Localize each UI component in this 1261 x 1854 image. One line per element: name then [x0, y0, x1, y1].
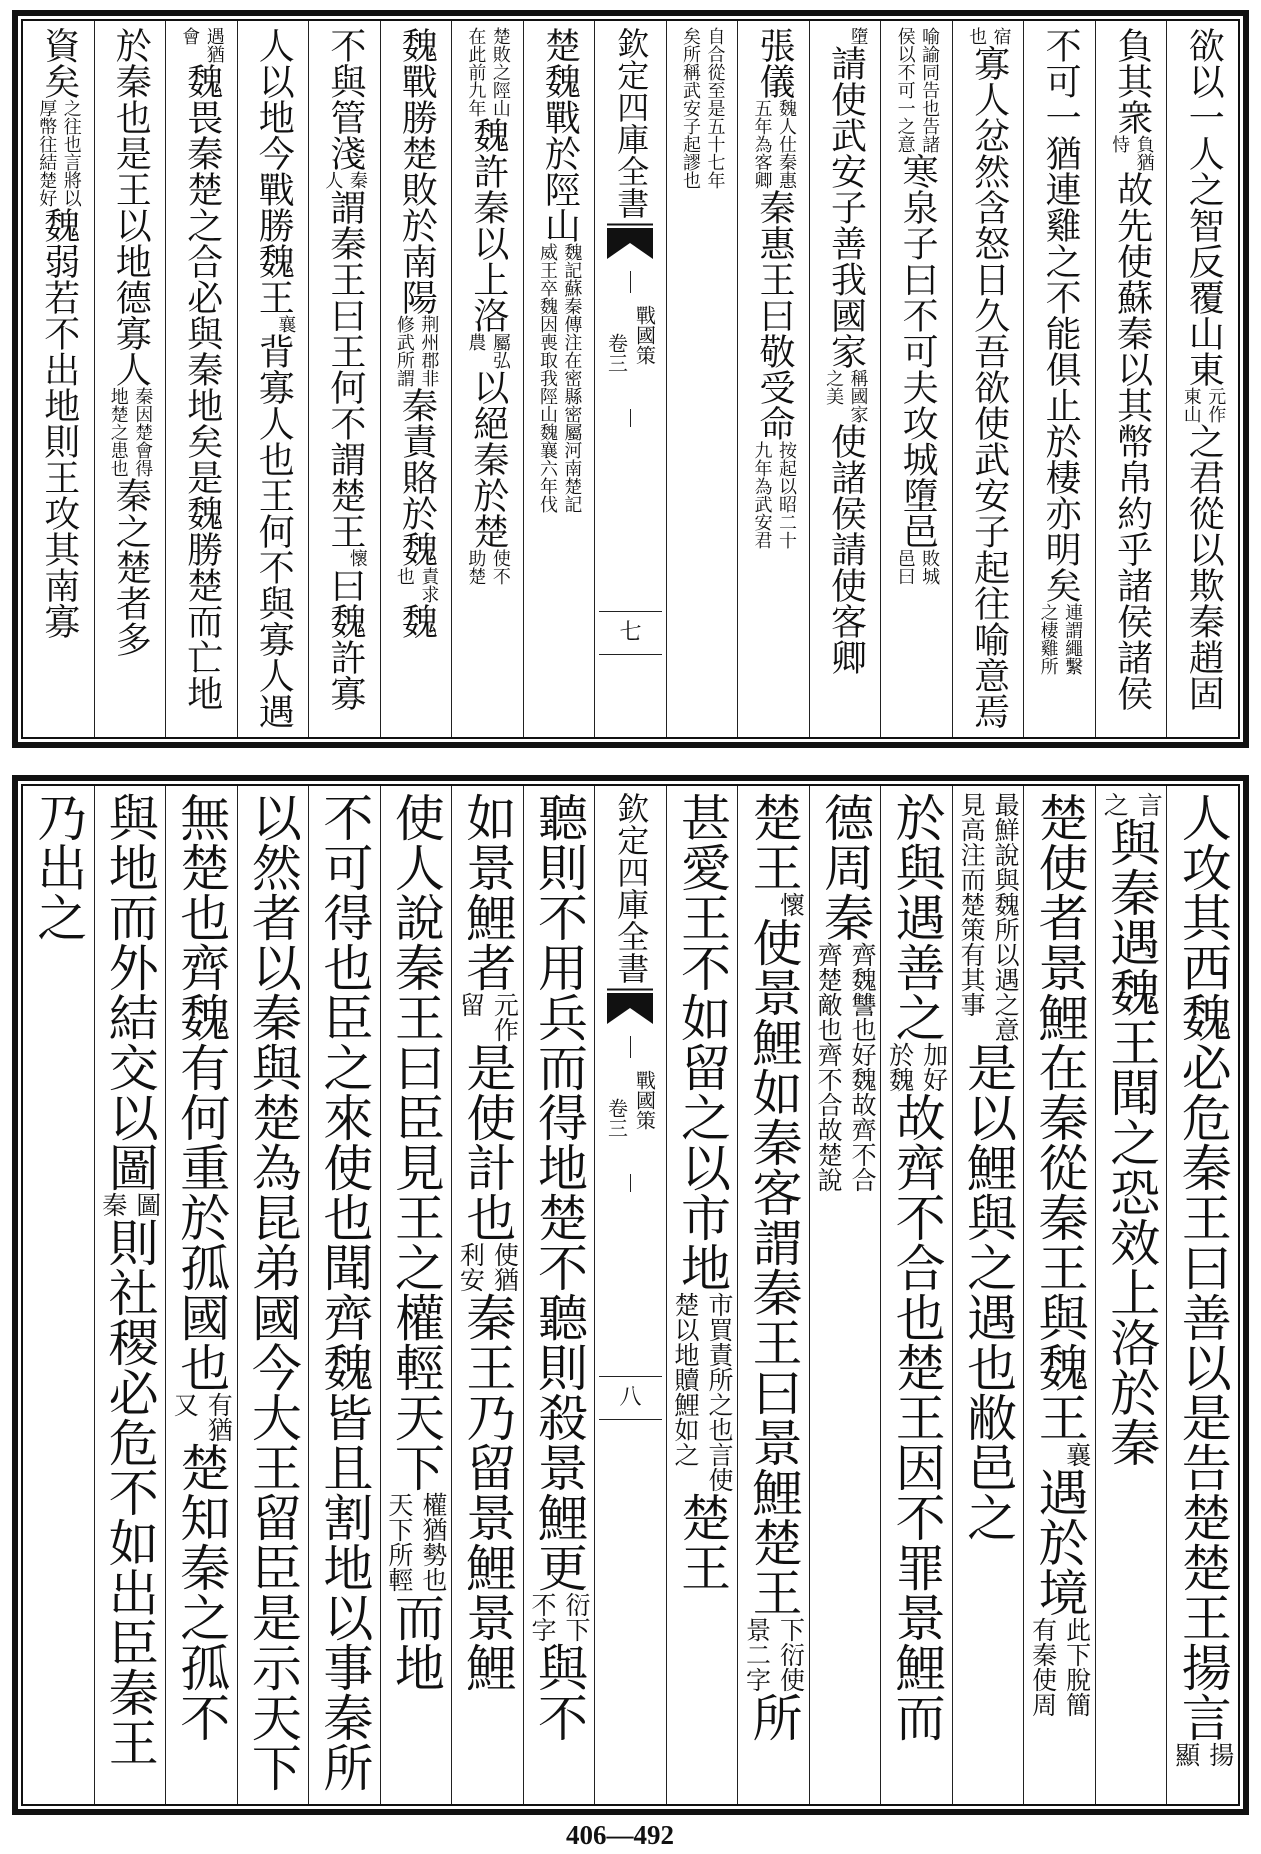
annotation: [320, 171, 369, 189]
annotation-line: 不字: [527, 1592, 557, 1642]
main-text: 之君從以欺秦趙固: [1183, 423, 1225, 711]
center-rule: [630, 1036, 631, 1058]
annotation-line: 修武所謂: [393, 315, 415, 387]
column-text: [1035, 21, 1084, 737]
column-text: [1097, 786, 1165, 1804]
text-column: [1166, 21, 1238, 737]
annotation-line: 圖: [132, 1192, 162, 1217]
annotation: [273, 315, 297, 333]
main-text: 以然者以秦與楚為昆弟國今大王留臣是示天下: [243, 792, 302, 1792]
annotation-line: 五年為客卿: [751, 99, 773, 189]
main-text: 楚王: [744, 792, 803, 892]
main-text: 德周秦: [816, 792, 875, 942]
annotation-line: 秦: [346, 171, 368, 189]
text-column: [380, 786, 452, 1804]
annotation-line: 於魏: [885, 1042, 915, 1092]
annotation-line: 侯以不可一之意: [894, 27, 916, 153]
main-text: 所: [744, 1692, 803, 1742]
main-text: 與地而外結交以圖: [100, 792, 159, 1192]
annotation: [453, 992, 521, 1042]
annotation: [453, 1242, 521, 1292]
annotation: [1097, 792, 1165, 817]
main-text: 秦責賂於魏: [396, 387, 438, 567]
annotation-line: 使不: [489, 549, 511, 585]
annotation: [534, 243, 583, 513]
column-text: [248, 21, 297, 737]
annotation: [525, 1592, 593, 1642]
annotation: [34, 99, 83, 207]
column-text: [24, 786, 92, 1804]
column-text: [892, 21, 941, 737]
annotation-line: 懷: [776, 892, 806, 917]
column-text: [453, 786, 521, 1804]
center-rule: [630, 409, 631, 427]
column-text: [525, 786, 593, 1804]
column-text: [678, 21, 727, 737]
main-text: 不與管淺: [324, 27, 366, 171]
text-column: [523, 21, 595, 737]
annotation-line: 荆州郡非: [418, 315, 440, 387]
main-text: 魏畏秦楚之合必與秦地矣是魏勝楚而亡地: [181, 63, 223, 711]
page-footer-number: 406—492: [566, 1820, 674, 1850]
column-text: [749, 21, 798, 737]
text-column: [308, 786, 380, 1804]
main-text: 是使計也: [458, 1042, 517, 1242]
column-text: [811, 786, 879, 1804]
column-text: [463, 21, 512, 737]
annotation-line: 秦因楚會得: [132, 387, 154, 477]
text-column: [165, 786, 237, 1804]
annotation-line: 自合從至是五十七年: [704, 27, 726, 189]
main-text: 遇於境: [1030, 1467, 1089, 1617]
text-column: [237, 21, 309, 737]
annotation-line: 襄: [275, 315, 297, 333]
main-text: 秦王乃留景鯉景鯉: [458, 1292, 517, 1692]
text-column: [809, 21, 881, 737]
book-title: 戰國策: [632, 1070, 657, 1130]
page-number: 八: [599, 1376, 662, 1420]
text-column: [23, 786, 94, 1804]
text-column: [380, 21, 452, 737]
annotation-line: 之美: [823, 369, 845, 405]
annotation: [749, 441, 798, 549]
annotation: [391, 315, 440, 387]
main-text: 使諸侯請使客卿: [825, 423, 867, 675]
main-text: 使景鯉如秦客謂秦王曰景鯉楚王: [744, 917, 803, 1617]
annotation-line: 有秦使周: [1028, 1617, 1058, 1717]
annotation-line: 敗城: [919, 549, 941, 585]
main-text: 寒泉子曰不可夫攻城墮邑: [897, 153, 939, 549]
main-text: 乃出之: [29, 792, 88, 942]
text-column: [451, 786, 523, 1804]
text-column: [165, 21, 237, 737]
column-text: [310, 786, 378, 1804]
text-column: [23, 21, 94, 737]
column-text: [105, 21, 154, 737]
annotation: [811, 942, 879, 1192]
main-text: 秦之楚者多: [110, 477, 152, 657]
main-text: 魏弱若不出地則王攻其南寡: [38, 207, 80, 639]
text-column: [523, 786, 595, 1804]
main-text: 謂秦王曰王何不謂楚王: [324, 189, 366, 549]
main-text: 使人說秦王曰臣見王之權輕天下: [386, 792, 445, 1492]
annotation: [96, 1192, 164, 1217]
main-text: 於秦也是王以地德寡人: [110, 27, 152, 387]
annotation-line: 在此前九年: [465, 27, 487, 117]
text-column: [880, 786, 952, 1804]
main-text: 故先使蘇秦以其幣帛約乎諸侯諸侯: [1111, 171, 1153, 711]
annotation: [463, 333, 512, 369]
annotation-line: 會: [179, 27, 201, 45]
annotation-line: 地楚之患也: [107, 387, 129, 477]
annotation: [177, 27, 226, 63]
main-text: 無楚也齊魏有何重於孤國也: [172, 792, 231, 1392]
main-text: 魏許秦以上洛: [467, 117, 509, 333]
column-text: [391, 21, 440, 737]
text-column: [809, 786, 881, 1804]
center-strip: [594, 21, 666, 737]
annotation-line: 秦: [98, 1192, 128, 1217]
main-text: 楚使者景鯉在秦從秦王與魏王: [1030, 792, 1089, 1442]
annotation-line: 九年為武安君: [751, 441, 773, 549]
annotation: [105, 387, 154, 477]
annotation-line: 之往也言將以: [60, 99, 82, 207]
center-title: 欽定四庫全書: [612, 792, 651, 984]
annotation-line: 使猶: [490, 1242, 520, 1292]
annotation-line: 有猶: [204, 1392, 234, 1442]
fishtail-icon: [605, 988, 655, 1026]
annotation: [391, 567, 440, 603]
main-text: 曰魏許寡: [324, 567, 366, 711]
text-column: [666, 786, 738, 1804]
annotation-line: 懷: [346, 549, 368, 567]
annotation: [1060, 1442, 1094, 1467]
annotation-line: 人: [322, 171, 344, 189]
annotation-line: 見高注而楚策有其事: [957, 792, 987, 1017]
main-text: 欲以一人之智反覆山東: [1183, 27, 1225, 387]
text-column: [666, 21, 738, 737]
main-text: 秦惠王曰敬受命: [754, 189, 796, 441]
main-text: 聽則不用兵而得地楚不聽則殺景鯉更: [529, 792, 588, 1592]
main-text: 如景鯉者: [458, 792, 517, 992]
annotation-line: 稱國家: [847, 369, 869, 423]
main-text: 與不: [529, 1642, 588, 1742]
annotation: [382, 1492, 450, 1592]
main-text: 於與遇善之: [887, 792, 946, 1042]
annotation-line: 矣所稱武安子起謬也: [680, 27, 702, 189]
annotation: [821, 369, 870, 423]
annotation-line: 楚以地贖鯉如之: [671, 1292, 701, 1467]
main-text: 魏: [396, 603, 438, 639]
column-text: [534, 21, 583, 737]
main-text: 故齊不合也楚王因不罪景鯉而: [887, 1092, 946, 1742]
main-text: 張儀: [754, 27, 796, 99]
text-column: [952, 21, 1024, 737]
annotation: [954, 792, 1022, 1042]
annotation: [678, 27, 727, 189]
annotation-line: 連謂繩繫: [1062, 603, 1084, 675]
annotation: [463, 549, 512, 585]
column-text: [883, 786, 951, 1804]
folio-panel-top: [12, 10, 1249, 748]
main-text: 人攻其西魏必危秦王曰善以是告楚楚王揚言: [1173, 792, 1232, 1742]
column-text: [1178, 21, 1227, 737]
annotation-line: 東山: [1180, 387, 1202, 423]
column-text: [96, 786, 164, 1804]
annotation-line: 之: [1100, 792, 1130, 817]
annotation-line: 邑曰: [894, 549, 916, 585]
main-text: 不可得也臣之來使也聞齊魏皆且割地以事秦所: [315, 792, 374, 1792]
text-column: [1023, 21, 1095, 737]
main-text: 負其衆: [1111, 27, 1153, 135]
main-text: 楚知秦之孤不: [172, 1442, 231, 1742]
annotation-line: 元作: [1205, 387, 1227, 423]
annotation-line: 市買責所之也言使: [705, 1292, 735, 1492]
column-text: [177, 21, 226, 737]
column-text: [964, 21, 1013, 737]
main-text: 甚愛王不如留之以市地: [673, 792, 732, 1292]
annotation: [774, 892, 808, 917]
annotation-line: 又: [170, 1392, 200, 1417]
text-column: [94, 21, 166, 737]
center-title: 欽定四庫全書: [612, 27, 651, 219]
annotation-line: 負猶: [1133, 135, 1155, 171]
main-text: 資矣: [38, 27, 80, 99]
annotation-line: 衍下: [561, 1592, 591, 1642]
column-text: [740, 786, 808, 1804]
annotation: [344, 549, 368, 567]
main-text: 人以地今戰勝魏王: [253, 27, 295, 315]
center-strip: [594, 786, 666, 1804]
column-text: [1026, 786, 1094, 1804]
annotation-line: 齊魏讐也好魏故齊不合: [848, 942, 878, 1192]
text-column: [880, 21, 952, 737]
text-column: [1023, 786, 1095, 1804]
annotation-line: 也: [966, 27, 988, 45]
annotation: [1026, 1617, 1094, 1717]
column-text: [320, 21, 369, 737]
text-column: [737, 786, 809, 1804]
annotation-line: 厚幣往結楚好: [36, 99, 58, 207]
annotation-line: 最鮮說與魏所以遇之意: [991, 792, 1021, 1042]
text-column: [94, 786, 166, 1804]
annotation-line: 顯: [1171, 1742, 1201, 1767]
main-text: 楚魏戰於陘山: [539, 27, 581, 243]
annotation-line: 權猶勢也: [418, 1492, 448, 1592]
main-text: 寡人忿然含怒日久吾欲使武安子起往喻意焉: [968, 45, 1010, 729]
annotation-line: 楚敗之陘山: [489, 27, 511, 117]
book-title: 戰國策: [632, 305, 657, 365]
annotation-line: 加好: [919, 1042, 949, 1092]
column-text: [668, 786, 736, 1804]
annotation-line: 魏記蘇秦傳注在密縣密屬河南楚記: [561, 243, 583, 513]
book-label-block: [602, 305, 658, 373]
column-text: [239, 786, 307, 1804]
main-text: 背寡人也王何不與寡人遇: [253, 333, 295, 729]
panel-frame: [21, 19, 1240, 739]
fishtail-icon: [605, 223, 655, 261]
main-text: 楚王: [673, 1492, 732, 1592]
annotation: [167, 1392, 235, 1442]
text-column: [237, 786, 309, 1804]
main-text: 魏戰勝楚敗於南陽: [396, 27, 438, 315]
folio-panel-bottom: [12, 775, 1249, 1815]
annotation-line: 宿: [990, 27, 1012, 45]
annotation-line: 之棲雞所: [1037, 603, 1059, 675]
annotation-line: 天下所輕: [384, 1492, 414, 1592]
annotation-line: 屬弘: [489, 333, 511, 369]
center-rule: [630, 1174, 631, 1192]
annotation: [740, 1617, 808, 1692]
annotation-line: 按起以昭二十: [776, 441, 798, 549]
text-column: [1095, 21, 1167, 737]
main-text: 與秦遇魏王聞之恐效上洛於秦: [1102, 817, 1161, 1467]
annotation-line: 也: [393, 567, 415, 585]
annotation-line: 言: [1134, 792, 1164, 817]
main-text: 不可一猶連雞之不能俱止於棲亦明矣: [1040, 27, 1082, 603]
annotation-line: 農: [465, 333, 487, 351]
text-column: [308, 21, 380, 737]
annotation: [668, 1292, 736, 1492]
annotation-line: 墮: [847, 27, 869, 45]
center-rule: [630, 271, 631, 293]
annotation-line: 襄: [1062, 1442, 1092, 1467]
annotation-line: 恃: [1109, 135, 1131, 153]
main-text: 是以鯉與之遇也敝邑之: [959, 1042, 1018, 1542]
text-column: [952, 786, 1024, 1804]
text-column: [737, 21, 809, 737]
main-text: 則社稷必危不如出臣秦王: [100, 1217, 159, 1767]
annotation-line: 此下脫簡: [1062, 1617, 1092, 1717]
text-column: [1095, 786, 1167, 1804]
annotation: [1107, 135, 1156, 171]
annotation: [964, 27, 1013, 45]
annotation: [892, 549, 941, 585]
main-text: 請使武安子善我國家: [825, 45, 867, 369]
annotation: [1169, 1742, 1237, 1767]
column-text: [34, 21, 83, 737]
column-text: [1169, 786, 1237, 1804]
annotation-line: 景二字: [742, 1617, 772, 1692]
text-column: [1166, 786, 1238, 1804]
column-text: [382, 786, 450, 1804]
column-text: [1107, 21, 1156, 737]
annotation-line: 下衍使: [776, 1617, 806, 1692]
annotation: [845, 27, 869, 45]
annotation-line: 元作: [490, 992, 520, 1042]
annotation: [1178, 387, 1227, 423]
column-text: [954, 786, 1022, 1804]
annotation-line: 遇猶: [203, 27, 225, 63]
column-text: [821, 21, 870, 737]
column-text: [167, 786, 235, 1804]
annotation: [892, 27, 941, 153]
annotation-line: 揚: [1205, 1742, 1235, 1767]
text-column: [451, 21, 523, 737]
annotation-line: 責求: [418, 567, 440, 603]
volume-label: 卷三: [604, 1098, 629, 1138]
annotation-line: 齊楚敵也齊不合故楚說: [814, 942, 844, 1192]
panel-frame: [21, 784, 1240, 1806]
main-text: 而地: [386, 1592, 445, 1692]
annotation-line: 喻諭同告也告諸: [919, 27, 941, 153]
annotation: [1035, 603, 1084, 675]
annotation-line: 助楚: [465, 549, 487, 585]
annotation-line: 利安: [456, 1242, 486, 1292]
annotation-line: 威王卒魏因喪取我陘山魏襄六年伐: [536, 243, 558, 513]
main-text: 以絕秦於楚: [467, 369, 509, 549]
annotation-line: 魏人仕秦惠: [776, 99, 798, 189]
annotation-line: 留: [456, 992, 486, 1017]
annotation: [749, 99, 798, 189]
annotation: [883, 1042, 951, 1092]
page-number: 七: [599, 611, 662, 655]
annotation: [463, 27, 512, 117]
volume-label: 卷三: [604, 333, 629, 373]
book-label-block: [602, 1070, 658, 1138]
